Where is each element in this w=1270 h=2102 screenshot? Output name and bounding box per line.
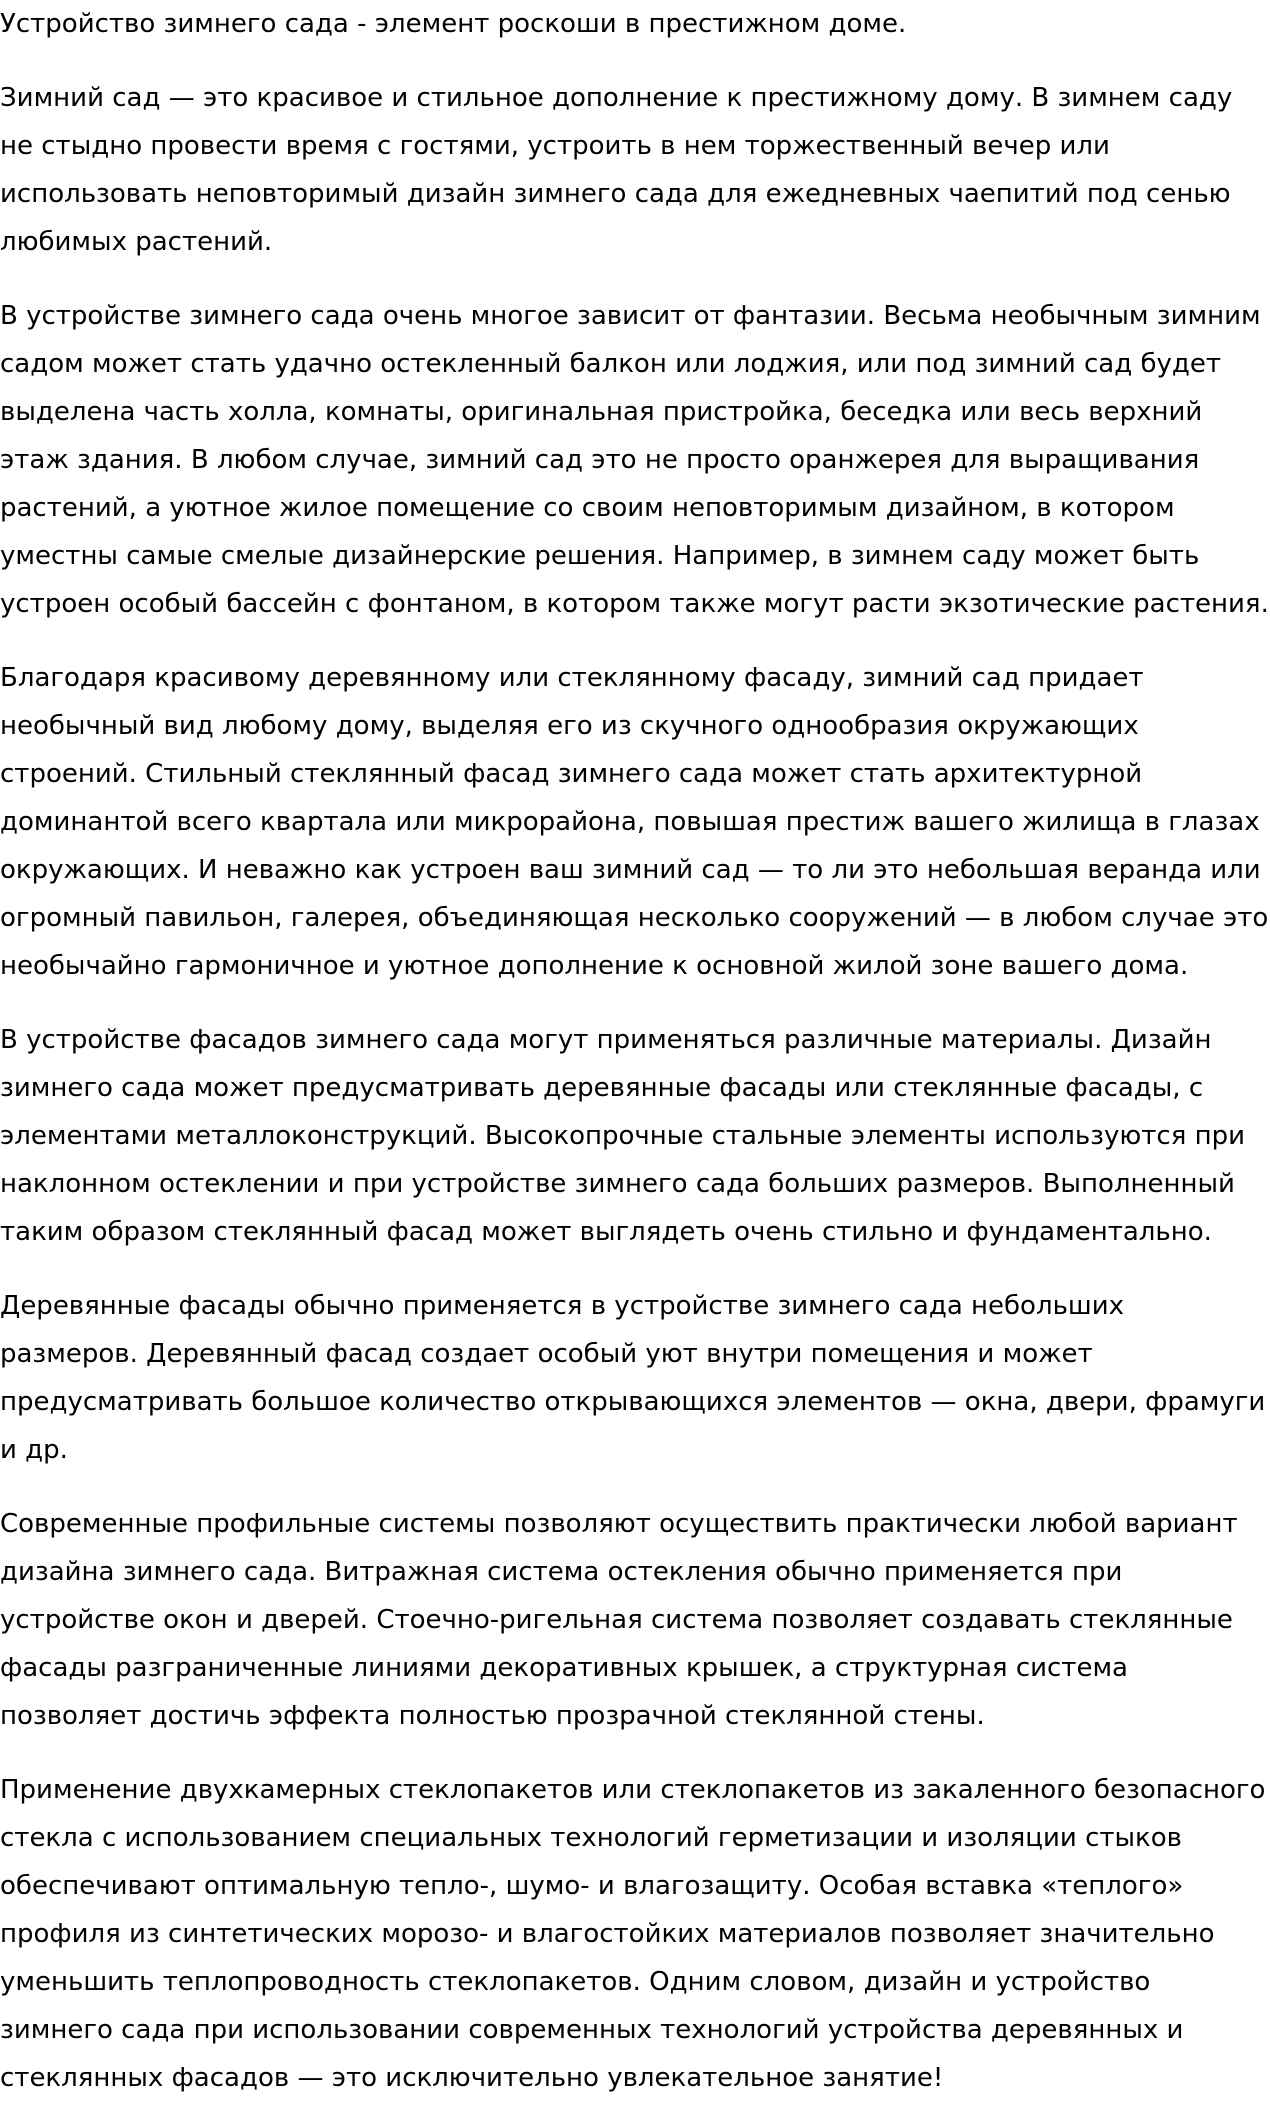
paragraph-glazing-conclusion: Применение двухкамерных стеклопакетов или стеклопакетов из закаленного безопасного стекла с использованием специальных технологий герметизации и изоляции стыков обеспечивают оптимальную тепло-, шумо- и влагозащиту. Особая вставка «теплого» профиля из синтетических морозо- и влагостойких материалов позволяет значительно уменьшить теплопроводность стеклопакетов. Одним словом, дизайн и устройство зимнего сада при использовании современных технологий устройства деревянных и стеклянных фасадов — это исключительно увлекательное занятие! [0, 1775, 1266, 2093]
paragraph-facade-materials: В устройстве фасадов зимнего сада могут применяться различные материалы. Дизайн зимнего сада может предусматривать деревянные фасады или стеклянные фасады, с элементами металлоконструкций. Высокопрочные стальные элементы используются при наклонном остеклении и при устройстве зимнего сада больших размеров. Выполненный таким образом стеклянный фасад может выглядеть очень стильно и фундаментально. [0, 1025, 1246, 1247]
document-title: Устройство зимнего сада - элемент роскоши в престижном доме. [0, 9, 907, 39]
paragraph-facade-appearance: Благодаря красивому деревянному или стеклянному фасаду, зимний сад придает необычный вид любому дому, выделяя его из скучного однообразия окружающих строений. Стильный стеклянный фасад зимнего сада может стать архитектурной доминантой всего квартала или микрорайона, повышая престиж вашего жилища в глазах окружающих. И неважно как устроен ваш зимний сад — то ли это небольшая веранда или огромный павильон, галерея, объединяющая несколько сооружений — в любом случае это необычайно гармоничное и уютное дополнение к основной жилой зоне вашего дома. [0, 663, 1269, 981]
paragraph-fantasy: В устройстве зимнего сада очень многое зависит от фантазии. Весьма необычным зимним садом может стать удачно остекленный балкон или лоджия, или под зимний сад будет выделена часть холла, комнаты, оригинальная пристройка, беседка или весь верхний этаж здания. В любом случае, зимний сад это не просто оранжерея для выращивания растений, а уютное жилое помещение со своим неповторимым дизайном, в котором уместны самые смелые дизайнерские решения. Например, в зимнем саду может быть устроен особый бассейн с фонтаном, в котором также могут расти экзотические растения. [0, 301, 1269, 619]
paragraph-wooden-facades: Деревянные фасады обычно применяется в устройстве зимнего сада небольших размеров. Деревянный фасад создает особый уют внутри помещения и может предусматривать большое количество открывающихся элементов — окна, двери, фрамуги и др. [0, 1291, 1266, 1465]
paragraph-profile-systems: Современные профильные системы позволяют осуществить практически любой вариант дизайна зимнего сада. Витражная система остекления обычно применяется при устройстве окон и дверей. Стоечно-ригельная система позволяет создавать стеклянные фасады разграниченные линиями декоративных крышек, а структурная система позволяет достичь эффекта полностью прозрачной стеклянной стены. [0, 1509, 1238, 1731]
paragraph-intro: Зимний сад — это красивое и стильное дополнение к престижному дому. В зимнем саду не стыдно провести время с гостями, устроить в нем торжественный вечер или использовать неповторимый дизайн зимнего сада для ежедневных чаепитий под сенью любимых растений. [0, 83, 1233, 257]
